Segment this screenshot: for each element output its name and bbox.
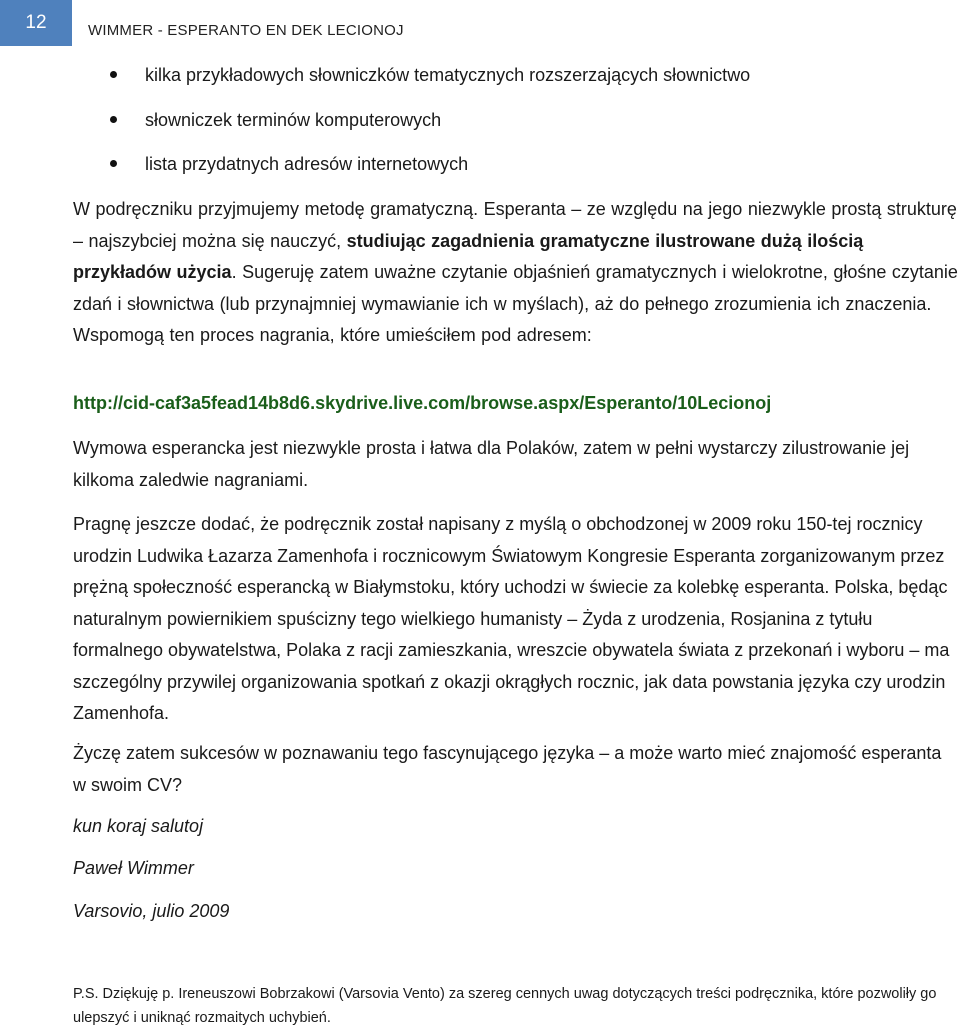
page-number: 12 (0, 0, 72, 46)
bold-emphasis: studiując zagadnienia gramatyczne ilustrowane dużą ilością przykładów użycia (73, 230, 864, 282)
paragraph-anniversary: Pragnę jeszcze dodać, że podręcznik został napisany z myślą o obchodzonej w 2009 roku 150-tej rocznicy urodzin Ludwika Łazarza Zamenhofa i rocznicowym Światowym Kongresie Esperanta zorganizowanym przez prężną społeczność esperancką w Białymstoku, który uchodzi w świecie za kolebkę esperanta. Polska, będąc naturalnym powiernikiem spuścizny tego wielkiego humanisty – Żyda z urodzenia, Rosjanina z tytułu formalnego obywatelstwa, Polaka z racji zamieszkania, wreszcie obywatela świata z przekonań i wyboru – ma szczególny przywilej organizowania spotkań z okazji okrągłych rocznic, jak data powstania języka czy urodzin Zamenhofa. (73, 514, 950, 723)
paragraph-method: W podręczniku przyjmujemy metodę gramatyczną. Esperanta – ze względu na jego niezwykle prostą strukturę – najszybciej można się nauczyć, studiując zagadnienia gramatyczne ilustrowane dużą ilością przykładów użycia. Sugeruję zatem uważne czytanie objaśnień gramatycznych i wielokrotne, głośne czytanie zdań i słownictwa (lub przynajmniej wymawianie ich w myślach), aż do pełnego zrozumienia ich znaczenia. Wspomogą ten proces nagrania, które umieściłem pod adresem: (73, 199, 958, 345)
running-head: WIMMER - ESPERANTO EN DEK LECIONOJ (88, 22, 404, 39)
signature-place-date: Varsovio, julio 2009 (73, 901, 230, 921)
paragraph-pronunciation: Wymowa esperancka jest niezwykle prosta i łatwa dla Polaków, zatem w pełni wystarczy zilustrowanie jej kilkoma zaledwie nagraniami. (73, 438, 910, 490)
postscript: P.S. Dziękuję p. Ireneuszowi Bobrzakowi (Varsovia Vento) za szereg cennych uwag dotyczących treści podręcznika, które pozwoliły go ulepszyć i uniknąć rozmaitych uchybień. (73, 986, 937, 1026)
recordings-link[interactable]: http://cid-caf3a5fead14b8d6.skydrive.live.com/browse.aspx/Esperanto/10Lecionoj (73, 393, 772, 413)
page-header (0, 0, 960, 46)
bullet-icon (110, 160, 117, 167)
paragraph-wishes: Życzę zatem sukcesów w poznawaniu tego fascynującego języka – a może warto mieć znajomość esperanta w swoim CV? (73, 743, 942, 795)
signature-name: Paweł Wimmer (73, 858, 194, 878)
bullet-icon (110, 116, 117, 123)
signature-greeting: kun koraj salutoj (73, 816, 204, 836)
bullet-icon (110, 71, 117, 78)
